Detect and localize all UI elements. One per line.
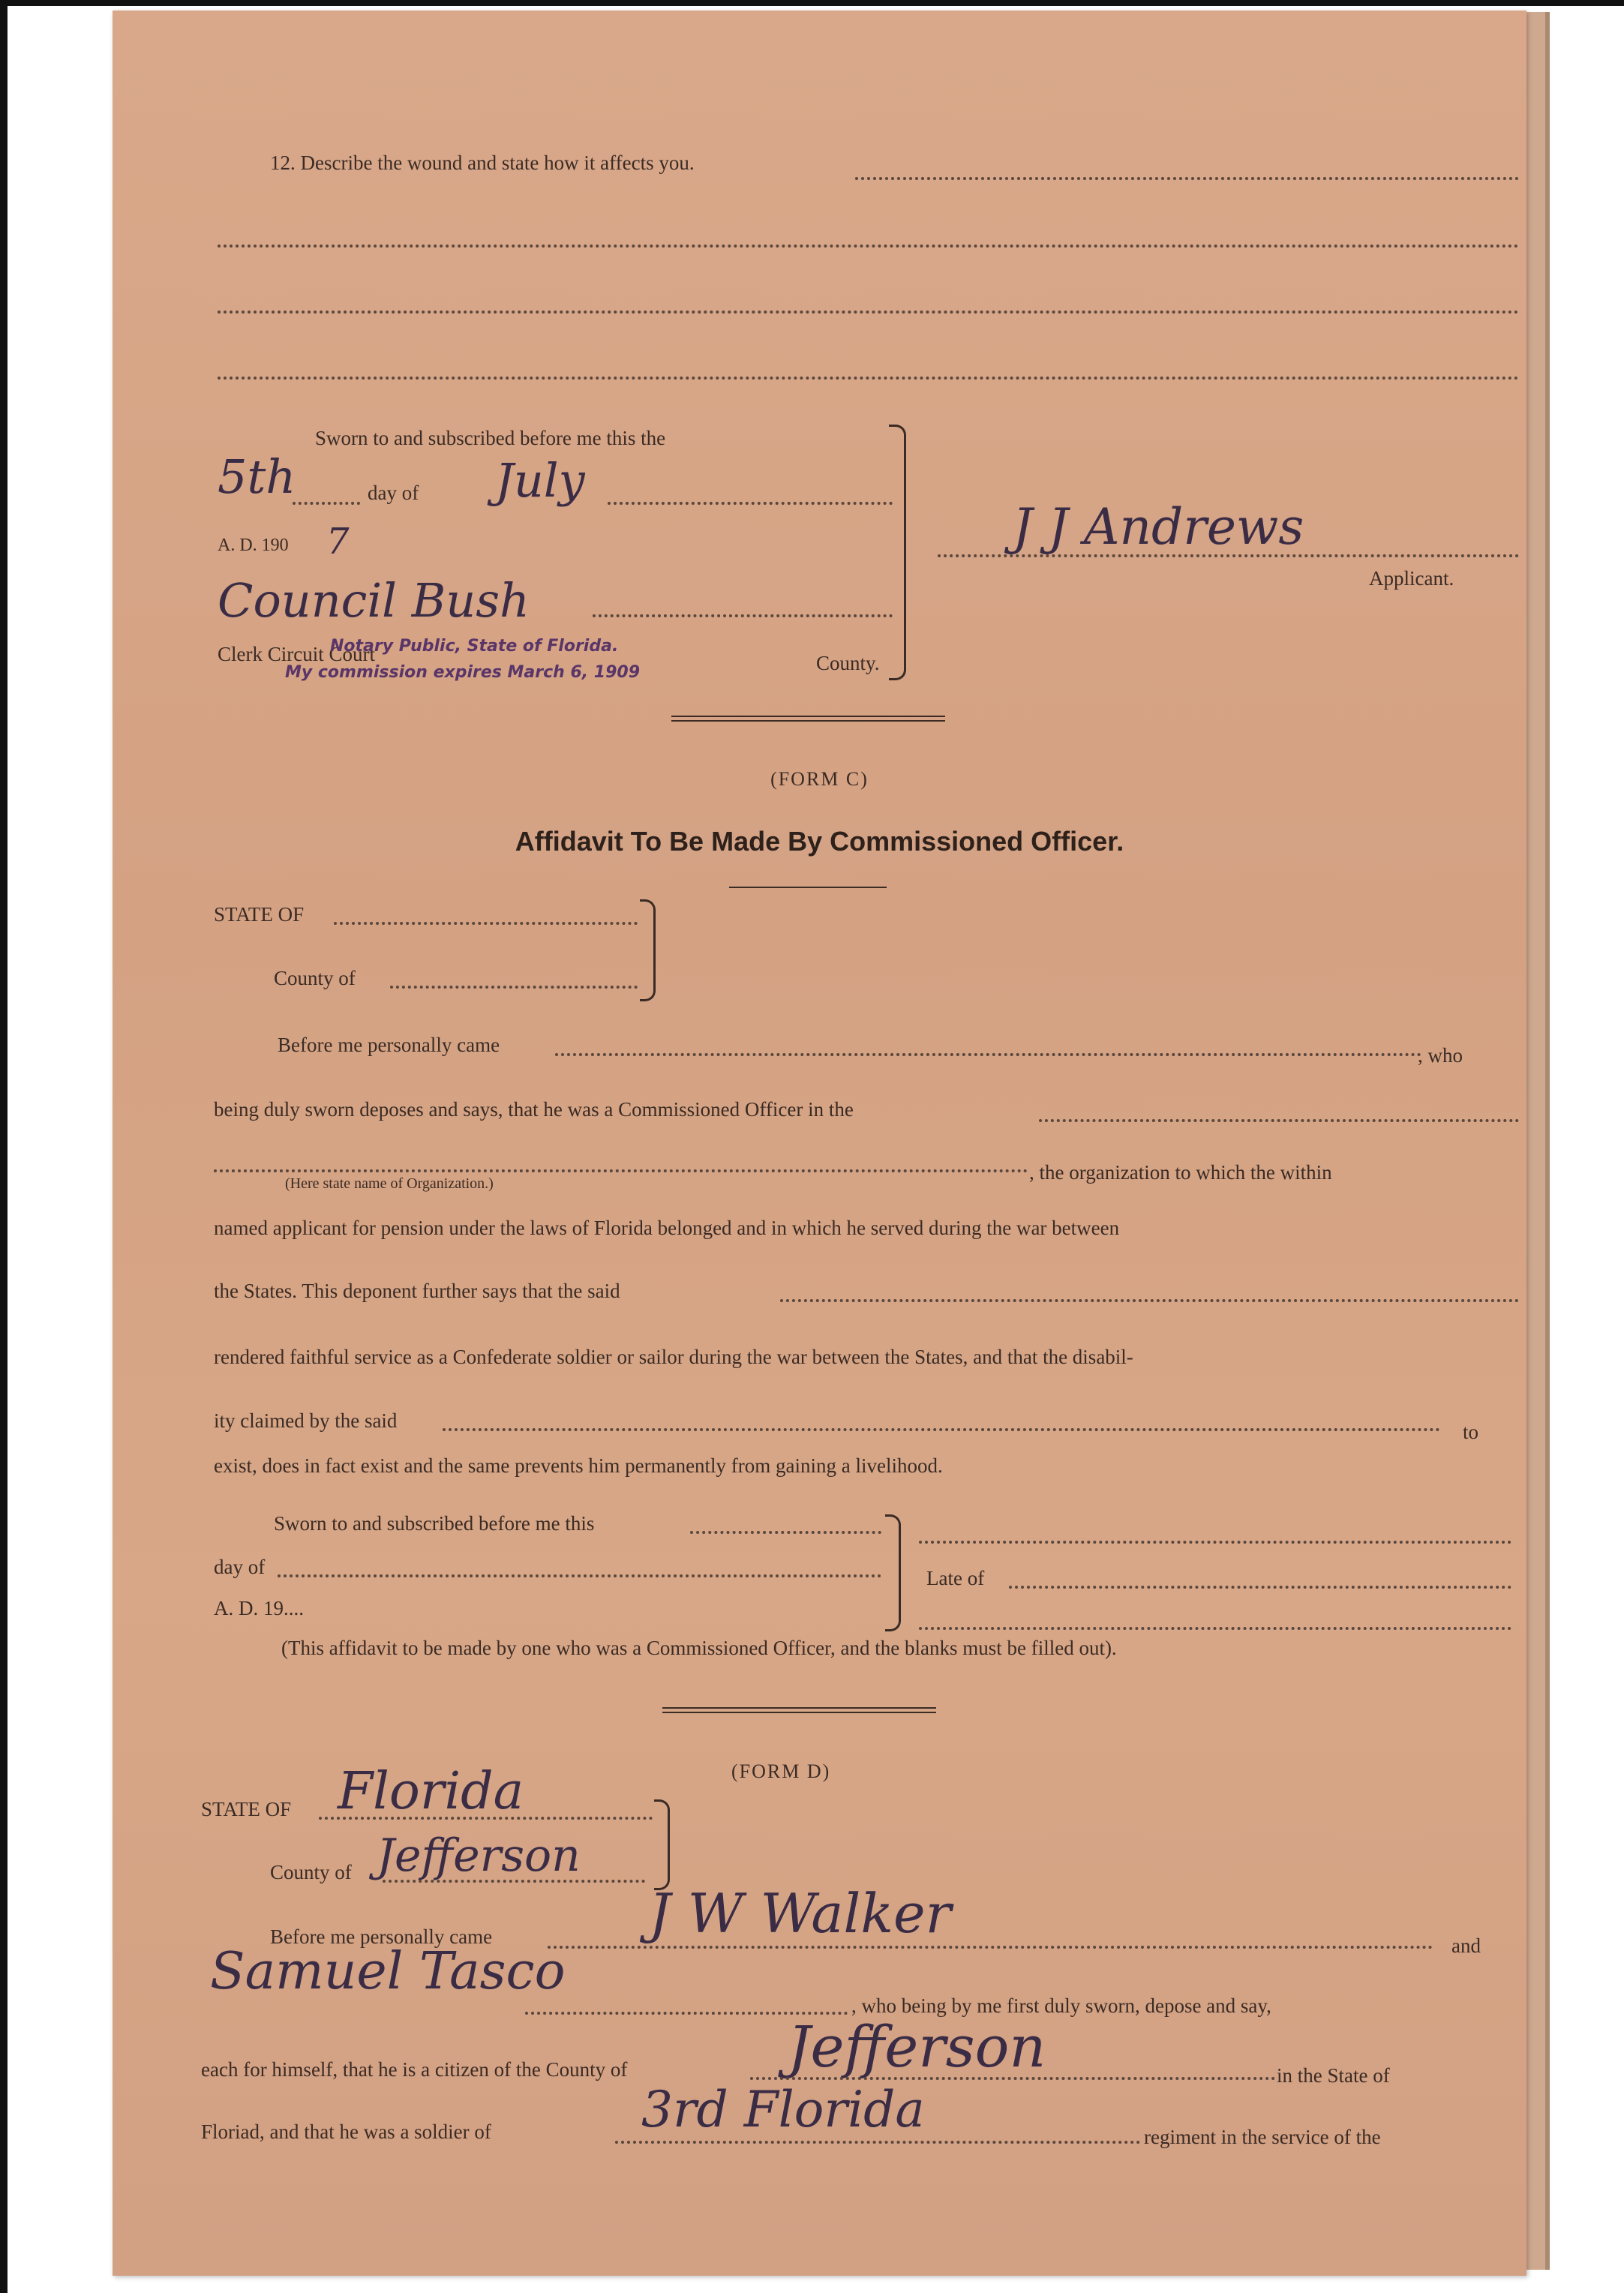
form-d-state-label: STATE OF: [201, 1798, 292, 1820]
applicant-signature: J J Andrews: [1013, 498, 1304, 556]
form-d-county-blank: [383, 1880, 645, 1883]
scan-left-border: [0, 0, 8, 2293]
month-blank: [608, 502, 893, 505]
form-c-sworn-brace: [885, 1514, 901, 1631]
form-d-person-1-blank: [548, 1946, 1433, 1949]
form-d-regiment-handwriting: 3rd Florida: [641, 2081, 925, 2138]
form-d-state-brace: [654, 1799, 670, 1890]
notary-stamp-line-1: Notary Public, State of Florida.: [330, 637, 619, 656]
divider-top-1: [671, 716, 945, 717]
form-c-title-rule: [729, 887, 887, 888]
form-c-day-of: day of: [214, 1556, 266, 1578]
scan-top-border: [0, 0, 1624, 6]
form-c-late-of-blank-2: [919, 1627, 1511, 1630]
form-c-to: to: [1463, 1421, 1479, 1443]
form-d-line-3-tail: in the State of: [1277, 2064, 1390, 2087]
form-c-signature-blank: [919, 1541, 1511, 1544]
form-d-line-3: each for himself, that he is a citizen of the County of: [201, 2058, 628, 2081]
divider-mid-2: [662, 1712, 936, 1713]
form-c-state-brace: [640, 899, 656, 1001]
day-handwriting: 5th: [218, 449, 296, 504]
form-d-line-4-tail: regiment in the service of the: [1144, 2126, 1381, 2148]
form-c-officer-blank: [1039, 1119, 1519, 1122]
form-d-state-handwriting: Florida: [338, 1762, 524, 1821]
form-c-county-label: County of: [274, 967, 356, 989]
form-c-disability-blank: [443, 1428, 1440, 1431]
applicant-blank: [938, 554, 1519, 557]
form-d-heading: (FORM D): [731, 1760, 831, 1782]
year-handwriting: 7: [326, 521, 350, 563]
day-blank: [293, 502, 360, 505]
form-c-who: , who: [1418, 1044, 1463, 1067]
form-c-line-8: exist, does in fact exist and the same prevents him permanently from gaining a livelihood.: [214, 1454, 943, 1477]
form-c-line-2: being duly sworn deposes and says, that he was a Commissioned Officer in the: [214, 1098, 854, 1121]
form-c-state-blank: [334, 922, 638, 925]
form-c-before-me: Before me personally came: [278, 1034, 500, 1056]
form-c-said-blank: [780, 1299, 1519, 1302]
form-d-state-blank: [319, 1817, 653, 1820]
divider-mid-1: [662, 1707, 936, 1709]
form-d-county-handwriting: Jefferson: [377, 1829, 581, 1882]
form-d-and: and: [1451, 1934, 1481, 1957]
form-d-county-2-handwriting: Jefferson: [788, 2013, 1046, 2080]
item-12-blank-2: [218, 245, 1519, 248]
county-label: County.: [816, 652, 880, 674]
clerk-label: Clerk Circuit Court: [218, 643, 375, 665]
form-c-ad: A. D. 19....: [214, 1597, 304, 1619]
notary-stamp-line-2: My commission expires March 6, 1909: [285, 663, 641, 682]
form-c-sworn: Sworn to and subscribed before me this: [274, 1512, 595, 1535]
form-c-heading: (FORM C): [770, 768, 869, 790]
applicant-label: Applicant.: [1369, 567, 1454, 590]
form-c-org-hint: (Here state name of Organization.): [285, 1175, 494, 1192]
form-d-person-1: J W Walker: [649, 1882, 951, 1945]
month-handwriting: July: [495, 453, 585, 508]
form-c-day-blank: [278, 1574, 881, 1577]
day-of-label: day of: [368, 482, 419, 504]
item-12-blank-3: [218, 311, 1519, 314]
form-d-before-me: Before me personally came: [270, 1925, 493, 1948]
form-c-line-5: the States. This deponent further says that the said: [214, 1280, 620, 1302]
form-d-person-2: Samuel Tasco: [210, 1942, 566, 2001]
form-d-county-label: County of: [270, 1861, 352, 1883]
document-page: [113, 11, 1526, 2276]
sworn-brace: [889, 425, 906, 680]
form-d-county-2-blank: [750, 2077, 1275, 2080]
form-c-person-blank: [555, 1053, 1421, 1056]
form-d-regiment-blank: [615, 2141, 1140, 2144]
form-c-note: (This affidavit to be made by one who was a Commissioned Officer, and the blanks must be filled out).: [281, 1637, 1117, 1659]
item-12-blank-4: [218, 377, 1519, 380]
form-c-sworn-blank: [690, 1531, 881, 1534]
sworn-line: Sworn to and subscribed before me this the: [315, 427, 666, 449]
form-c-state-label: STATE OF: [214, 903, 305, 926]
form-c-late-of: Late of: [926, 1567, 985, 1589]
ad-label: A. D. 190: [218, 536, 289, 555]
form-c-line-4: named applicant for pension under the laws of Florida belonged and in which he served during the war between: [214, 1217, 1120, 1239]
form-c-line-3-tail: , the organization to which the within: [1029, 1161, 1332, 1184]
form-c-title: Affidavit To Be Made By Commissioned Officer.: [515, 826, 1124, 857]
clerk-signature: Council Bush: [218, 573, 530, 628]
form-c-line-6: rendered faithful service as a Confederate soldier or sailor during the war between the States, and that the disabil-: [214, 1346, 1133, 1368]
form-c-late-of-blank: [1009, 1586, 1511, 1589]
form-c-county-blank: [390, 986, 638, 989]
form-d-line-4: Floriad, and that he was a soldier of: [201, 2120, 491, 2143]
item-12-blank-1: [855, 177, 1519, 180]
form-c-org-blank: [214, 1169, 1028, 1172]
form-c-line-7: ity claimed by the said: [214, 1409, 398, 1432]
divider-top-2: [671, 720, 945, 722]
item-12-label: 12. Describe the wound and state how it affects you.: [270, 152, 695, 174]
form-d-line-2-tail: , who being by me first duly sworn, depose and say,: [851, 1994, 1271, 2017]
clerk-blank: [593, 614, 893, 617]
